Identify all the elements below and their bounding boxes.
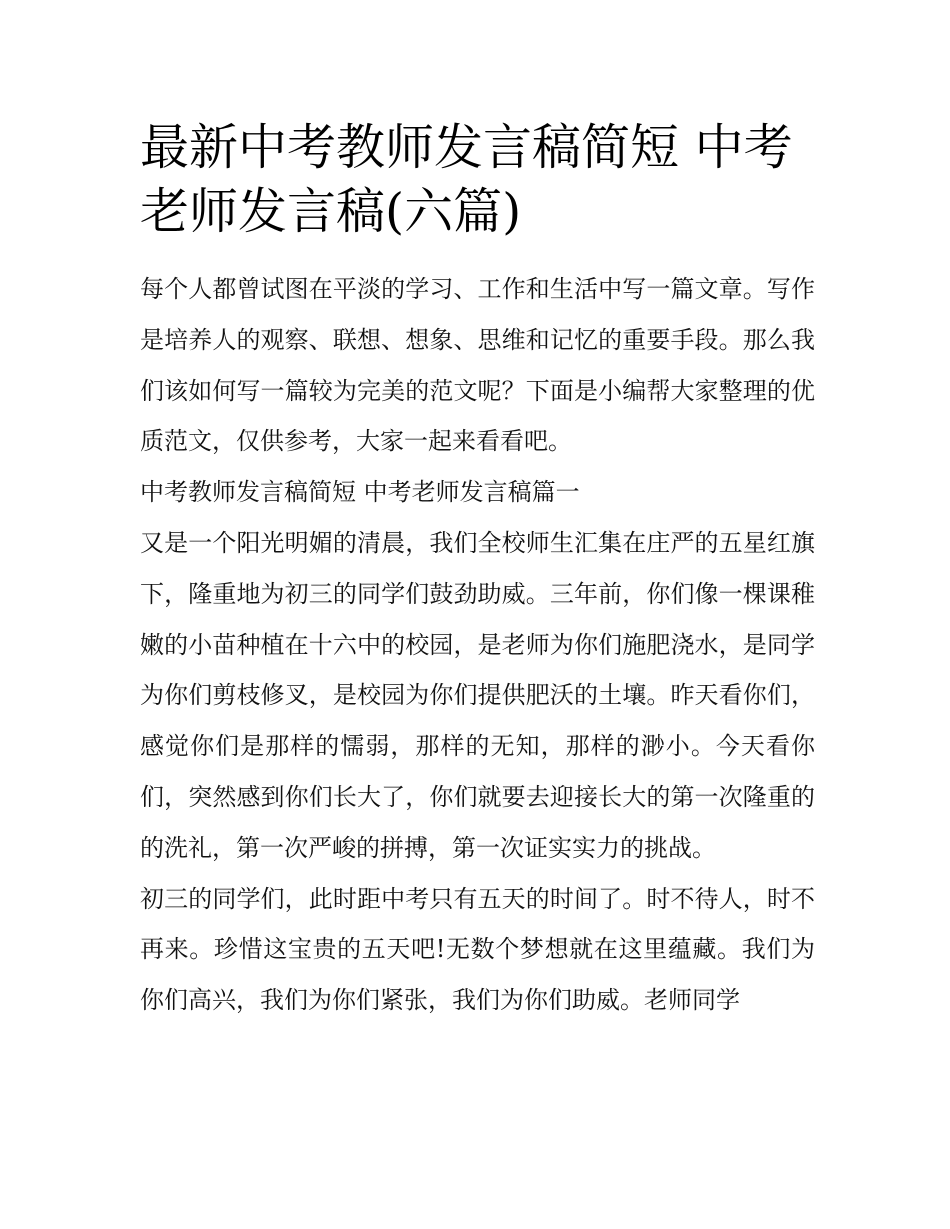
document-content bbox=[140, 116, 815, 1026]
body-paragraph: 又是一个阳光明媚的清晨，我们全校师生汇集在庄严的五星红旗下，隆重地为初三的同学们鼓劲助威。三年前，你们像一棵课稚嫩的小苗种植在十六中的校园，是老师为你们施肥浇水，是同学为你们剪枝修叉，是校园为你们提供肥沃的土壤。昨天看你们，感觉你们是那样的懦弱，那样的无知，那样的渺小。今天看你们，突然感到你们长大了，你们就要去迎接长大的第一次隆重的的洗礼，第一次严峻的拼搏，第一次证实实力的挑战。 bbox=[140, 528, 815, 862]
document-title: 最新中考教师发言稿简短 中考老师发言稿(六篇) bbox=[140, 119, 793, 240]
intro-paragraph: 每个人都曾试图在平淡的学习、工作和生活中写一篇文章。写作是培养人的观察、联想、想象、思维和记忆的重要手段。那么我们该如何写一篇较为完美的范文呢？下面是小编帮大家整理的优质范文，仅供参考，大家一起来看看吧。 bbox=[140, 275, 815, 456]
document-body bbox=[140, 264, 815, 1026]
body-paragraph: 初三的同学们，此时距中考只有五天的时间了。时不待人，时不再来。珍惜这宝贵的五天吧!无数个梦想就在这里蕴藏。我们为你们高兴，我们为你们紧张，我们为你们助威。老师同学 bbox=[140, 884, 815, 1015]
section-heading: 中考教师发言稿简短 中考老师发言稿篇一 bbox=[140, 478, 580, 507]
